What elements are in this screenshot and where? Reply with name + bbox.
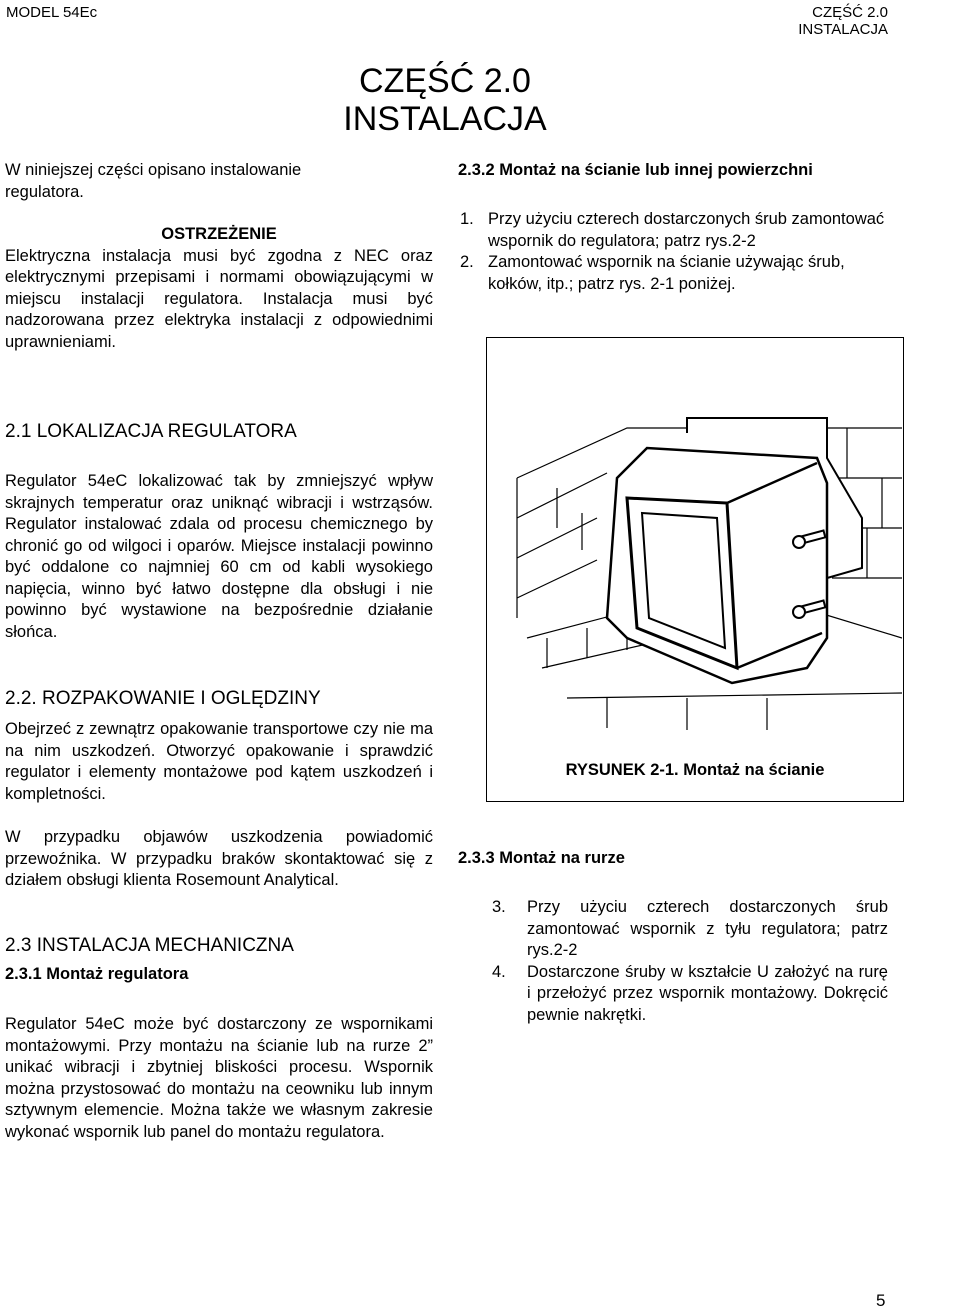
figure-wall-mount <box>486 337 904 802</box>
list-item <box>460 209 890 252</box>
page-number: 5 <box>876 1291 886 1310</box>
header-section-number: CZĘŚĆ 2.0 <box>812 4 888 21</box>
intro-text: W niniejszej części opisano instalowanie regulatora. <box>5 161 302 201</box>
page-title-line2: INSTALACJA <box>343 100 547 138</box>
enclosure-box <box>607 448 827 683</box>
list-item-number: 1. <box>460 210 474 228</box>
header-model: MODEL 54Ec <box>6 4 98 21</box>
section-2-3-3-heading: 2.3.3 Montaż na rurze <box>458 849 625 867</box>
page-title <box>320 62 570 138</box>
list-item-number: 3. <box>492 898 506 916</box>
list-item <box>492 897 888 962</box>
list-item-text: Przy użyciu czterech dostarczonych śrub zamontować wspornik do regulatora; patrz rys.2-2 <box>488 210 885 250</box>
list-item-text: Zamontować wspornik na ścianie używając śrub, kołków, itp.; patrz rys. 2-1 poniżej. <box>488 253 845 293</box>
figure-caption: RYSUNEK 2-1. Montaż na ścianie <box>565 761 825 779</box>
list-item-text: Dostarczone śruby w kształcie U założyć na rurę i przełożyć przez wspornik montażowy. Dokręcić pewnie nakrętki. <box>527 962 888 1024</box>
wall-mount-drawing <box>487 338 902 738</box>
section-2-2-body2: W przypadku objawów uszkodzenia powiadomić przewoźnika. W przypadku braków skontaktować się z działem obsługi klienta Rosemount Analytical. <box>5 828 433 889</box>
warning-body: Elektryczna instalacja musi być zgodna z NEC oraz elektrycznymi przepisami i normami obowiązującymi w miejscu instalacji regulatora. Instalacja musi być nadzorowana przez elektryka instalacji z odpowiednimi uprawnieniami. <box>5 246 433 351</box>
page-title-line1: CZĘŚĆ 2.0 <box>359 62 531 100</box>
section-2-3-3-list <box>492 897 888 1026</box>
section-2-3-heading: 2.3 INSTALACJA MECHANICZNA <box>5 935 294 956</box>
warning-block <box>5 224 433 353</box>
section-2-3-2-list <box>460 209 890 295</box>
section-2-1-body: Regulator 54eC lokalizować tak by zmniejszyć wpływ skrajnych temperatur oraz uniknąć wibracji i wstrząsów. Regulator instalować zdala od procesu chemicznego by chronić go od wilgoci i oparów. Miejsce instalacji powinno być oddalone co najmniej 60 cm od kabli wysokiego napięcia, winno być łatwo dostępne dla obsługi i nie powinno być wystawione na bezpośrednie działanie słońca. <box>5 472 433 641</box>
section-2-1-heading: 2.1 LOKALIZACJA REGULATORA <box>5 421 297 442</box>
header-section <box>812 4 888 21</box>
section-2-3-2-heading: 2.3.2 Montaż na ścianie lub innej powierzchni <box>458 161 813 179</box>
list-item <box>492 962 888 1027</box>
warning-heading: OSTRZEŻENIE <box>161 225 277 243</box>
list-item-number: 4. <box>492 962 506 981</box>
header-section-title: INSTALACJA <box>798 21 888 38</box>
section-2-2-body1: Obejrzeć z zewnątrz opakowanie transportowe czy nie ma na nim uszkodzeń. Otworzyć opakowanie i sprawdzić regulator i elementy montażowe pod kątem uszkodzeń i kompletności. <box>5 720 433 803</box>
list-item-text: Przy użyciu czterech dostarczonych śrub zamontować wspornik z tyłu regulatora; patrz rys.2-2 <box>527 898 888 959</box>
list-item-number: 2. <box>460 253 474 271</box>
section-2-2-heading: 2.2. ROZPAKOWANIE I OGLĘDZINY <box>5 688 321 709</box>
list-item <box>460 252 890 295</box>
section-2-3-1-heading: 2.3.1 Montaż regulatora <box>5 965 189 983</box>
section-2-3-1-body: Regulator 54eC może być dostarczony ze wspornikami montażowymi. Przy montażu na ścianie lub na rurze 2” unikać wibracji i zbytniej bliskości procesu. Wspornik można przystosować do montażu na ceowniku lub innym sztywnym elemencie. Można także we własnym zakresie wykonać wspornik lub panel do montażu regulatora. <box>5 1015 433 1141</box>
